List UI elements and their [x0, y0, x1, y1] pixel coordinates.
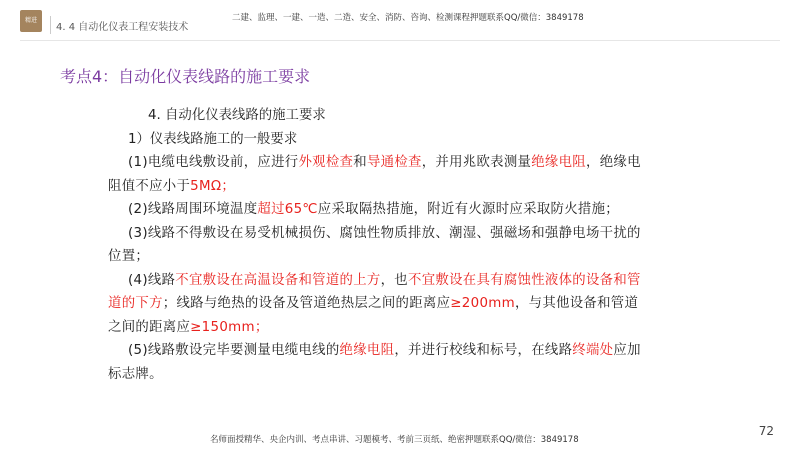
content-subheading: 1）仪表线路施工的一般要求 — [128, 131, 298, 147]
section-title: 4. 4 自动化仪表工程安装技术 — [56, 22, 189, 33]
page-number: 72 — [758, 424, 774, 438]
footer-notice: 名师面授精华、央企内训、考点串讲、习题模考、考前三页纸、绝密押题联系QQ/微信：3849178 — [210, 435, 579, 445]
content-heading: 4. 自动化仪表线路的施工要求 — [148, 108, 326, 123]
p5-text-c: ，并进行校线和标号，在线路 — [394, 343, 573, 358]
p3-text-a: (3)线路不得敷设在易受机械损伤、腐蚀性物质排放、潮湿、强磁场和强静电场干扰的位置； — [108, 225, 641, 264]
p4-highlight-below-corrosive: 不宜敷设在具有腐蚀性液体的设备和管道的下方 — [108, 272, 641, 311]
p4-text-g: ，与其他设备和管道之间的距离应 — [108, 296, 639, 335]
p1-text-e: ，并用兆欧表测量 — [421, 155, 532, 170]
header-notice: 二建、监理、一建、一造、二造、安全、消防、咨询、检测课程押题联系QQ/微信：3849178 — [232, 13, 584, 23]
p2-text-a: (2)线路周围环境温度 — [128, 202, 258, 217]
p1-highlight-insulation-resistance: 绝缘电阻 — [531, 155, 586, 170]
header-rule — [20, 40, 780, 41]
p1-text-g: ，绝缘电阻值不应小于 — [108, 155, 641, 194]
header-divider — [50, 16, 51, 34]
p1-text-a: (1)电缆电线敷设前，应进行 — [128, 155, 299, 170]
p4-highlight-150mm: ≥150mm； — [190, 319, 269, 335]
p1-highlight-5mohm: 5MΩ； — [190, 178, 236, 194]
p5-highlight-insulation-resistance: 绝缘电阻 — [339, 343, 395, 358]
p5-text-a: (5)线路敷设完毕要测量电缆电线的 — [128, 343, 340, 358]
p4-text-c: ，也 — [380, 272, 408, 288]
paragraph-4 — [108, 269, 648, 340]
paragraph-1 — [108, 151, 648, 198]
paragraph-5 — [108, 339, 648, 386]
slide-title: 考点4：自动化仪表线路的施工要求 — [60, 67, 311, 86]
paragraph-2 — [108, 198, 648, 222]
p5-highlight-terminal: 终端处 — [572, 343, 614, 358]
p2-text-c: 应采取隔热措施，附近有火源时应采取防火措施； — [317, 202, 619, 217]
p1-highlight-continuity-check: 导通检查 — [366, 155, 422, 170]
brand-logo: 精进 — [20, 10, 42, 32]
p4-highlight-200mm: ≥200mm — [450, 296, 515, 311]
p4-text-a: (4)线路 — [128, 272, 176, 288]
slide-content — [108, 104, 648, 386]
p1-highlight-visual-check: 外观检查 — [298, 155, 354, 170]
paragraph-3 — [108, 222, 648, 269]
p4-text-e: ；线路与绝热的设备及管道绝热层之间的距离应 — [162, 296, 451, 311]
p4-highlight-above-hot: 不宜敷设在高温设备和管道的上方 — [175, 272, 381, 288]
p5-text-e: 应加标志牌。 — [108, 343, 641, 382]
p1-text-c: 和 — [353, 155, 367, 170]
p2-highlight-temperature: 超过65℃ — [257, 202, 318, 217]
